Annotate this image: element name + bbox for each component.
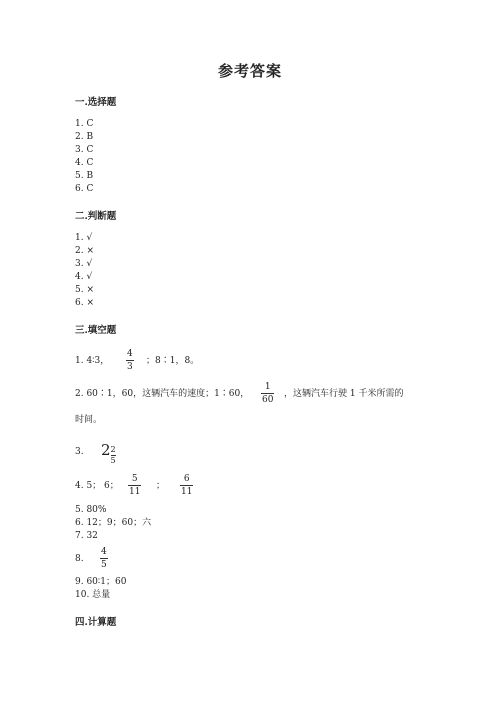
fraction-numerator: 4 — [127, 349, 133, 359]
page-title: 参考答案 — [217, 62, 282, 80]
judge-answer-list — [75, 232, 94, 310]
choice-answer-list — [75, 118, 93, 196]
fill-q2-fraction — [261, 382, 274, 405]
fill-q1-prefix: 1. 4∶3， — [75, 356, 110, 366]
fill-q1-suffix: ；8∶1，8。 — [146, 356, 200, 366]
fraction-bar — [128, 485, 141, 486]
fraction-bar — [126, 360, 134, 361]
fill-q9: 9. 60∶1；60 — [75, 577, 127, 587]
fraction-denominator: 5 — [110, 456, 116, 465]
section-heading-fill: 三.填空题 — [75, 325, 117, 336]
fraction-bar — [100, 558, 108, 559]
fill-q6: 6. 12；9；60；六 — [75, 518, 152, 528]
fraction-numerator: 5 — [131, 474, 138, 484]
fill-q5: 5. 80% — [75, 505, 107, 515]
fill-q8-fraction — [100, 547, 108, 570]
fraction-denominator: 5 — [101, 560, 107, 570]
fill-q4-fraction-2 — [180, 474, 193, 497]
fill-q8-label: 8. — [75, 554, 84, 564]
fill-q3-mixed-number — [101, 440, 116, 465]
list-item: 2. B — [75, 132, 94, 142]
list-item: 6. × — [75, 298, 94, 308]
list-item: 3. C — [75, 145, 94, 155]
list-item: 1. C — [75, 119, 94, 129]
fill-q4-separator: ； — [156, 481, 166, 491]
fraction-numerator: 1 — [264, 382, 271, 392]
list-item: 5. × — [75, 285, 94, 295]
fill-q2-continuation: 时间。 — [75, 415, 103, 425]
fraction-numerator: 6 — [183, 474, 190, 484]
fraction-denominator: 11 — [181, 487, 193, 497]
fraction-bar — [180, 485, 193, 486]
list-item: 3. √ — [75, 259, 93, 269]
fill-q2-prefix: 2. 60∶1，60，这辆汽车的速度；1∶60， — [75, 389, 250, 399]
mixed-fraction — [111, 446, 116, 465]
list-item: 2. × — [75, 246, 94, 256]
list-item: 1. √ — [75, 233, 93, 243]
fill-q4-prefix: 4. 5； 6； — [75, 481, 119, 491]
list-item: 4. C — [75, 158, 94, 168]
fraction-numerator: 2 — [110, 445, 116, 454]
section-heading-calc: 四.计算题 — [75, 617, 117, 628]
fraction-denominator: 3 — [127, 362, 133, 372]
list-item: 6. C — [75, 184, 94, 194]
fill-q1-fraction — [126, 349, 134, 372]
mixed-whole: 2 — [101, 441, 111, 459]
list-item: 4. √ — [75, 272, 93, 282]
list-item: 5. B — [75, 171, 94, 181]
section-heading-choice: 一.选择题 — [75, 97, 117, 108]
fraction-denominator: 60 — [262, 395, 274, 405]
fill-q2-suffix: ，这辆汽车行驶 1 千米所需的 — [284, 389, 404, 399]
fill-q4-fraction-1 — [128, 474, 141, 497]
section-heading-judge: 二.判断题 — [75, 211, 117, 222]
fraction-numerator: 4 — [101, 547, 107, 557]
fill-q3-label: 3. — [75, 447, 84, 457]
fill-q7: 7. 32 — [75, 531, 98, 541]
fraction-bar — [261, 393, 274, 394]
fraction-denominator: 11 — [129, 487, 141, 497]
fill-q10: 10. 总量 — [75, 590, 111, 600]
